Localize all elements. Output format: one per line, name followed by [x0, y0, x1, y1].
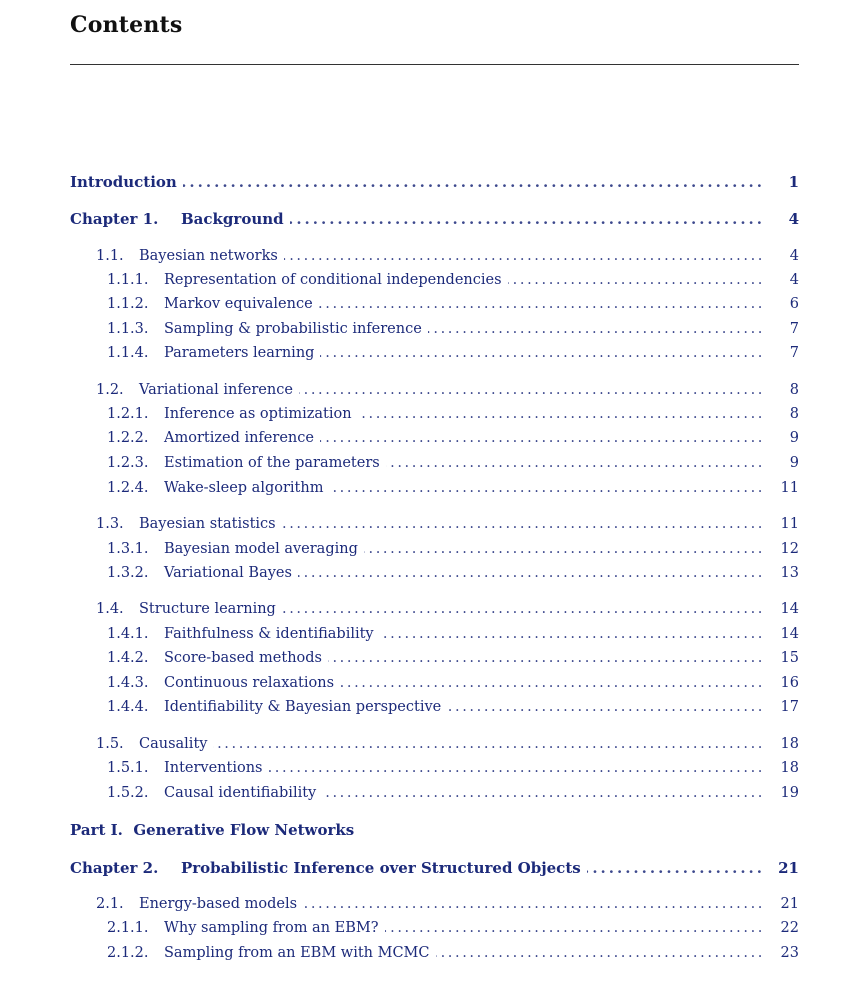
toc-page-number: 22	[780, 920, 799, 936]
toc-number: Chapter 2.	[70, 859, 159, 877]
toc-page-number: 12	[780, 541, 799, 557]
toc-label: Faithfulness & identifiability	[164, 626, 374, 642]
toc-entry-subsection[interactable]	[107, 695, 799, 719]
dot-leader	[284, 244, 765, 268]
toc-page-number: 9	[789, 430, 799, 446]
toc-entry-subsection[interactable]	[107, 476, 799, 500]
toc-number: 1.1.2.	[107, 296, 149, 312]
toc-label: Parameters learning	[164, 345, 315, 361]
dot-leader	[340, 671, 765, 695]
toc-label: Score-based methods	[164, 650, 322, 666]
toc-number: 1.2.3.	[107, 455, 149, 471]
toc-page-number: 4	[789, 272, 799, 288]
toc-number: 1.2.2.	[107, 430, 149, 446]
dot-leader	[282, 512, 765, 536]
toc-page-number: 21	[778, 859, 799, 877]
toc-entry-subsection[interactable]	[107, 622, 799, 646]
toc-page-number: 11	[780, 516, 799, 532]
dot-leader	[299, 378, 765, 402]
dot-leader	[328, 646, 765, 670]
toc-entry-subsection[interactable]	[107, 341, 799, 365]
toc-number: 1.5.	[96, 736, 124, 752]
toc-number: 1.4.1.	[107, 626, 149, 642]
toc-entry-subsection[interactable]	[107, 941, 799, 965]
toc-entry-subsection[interactable]	[107, 537, 799, 561]
dot-leader	[298, 561, 765, 585]
toc-number: 1.5.1.	[107, 760, 149, 776]
dot-leader	[428, 317, 765, 341]
toc-number: 2.1.2.	[107, 945, 149, 961]
toc-number: 1.4.	[96, 601, 124, 617]
toc-label: Estimation of the parameters	[164, 455, 380, 471]
toc-number: 1.1.3.	[107, 321, 149, 337]
toc-page-number: 7	[789, 321, 799, 337]
toc-entry-section[interactable]	[96, 378, 799, 402]
toc-entry-subsection[interactable]	[107, 916, 799, 940]
toc-entry-section[interactable]	[96, 597, 799, 621]
toc-label: Interventions	[164, 760, 263, 776]
dot-leader	[380, 622, 765, 646]
toc-page-number: 21	[780, 896, 799, 912]
toc-page-number: 7	[789, 345, 799, 361]
toc-page-number: 9	[789, 455, 799, 471]
toc-number: 1.5.2.	[107, 785, 149, 801]
toc-number: 1.1.1.	[107, 272, 149, 288]
toc-entry-subsection[interactable]	[107, 292, 799, 316]
toc-page-number: 19	[780, 785, 799, 801]
toc-number: 1.1.	[96, 248, 124, 264]
toc-label: Structure learning	[139, 601, 276, 617]
dot-leader	[213, 732, 765, 756]
dot-leader	[322, 781, 765, 805]
toc-page-number: 14	[780, 601, 799, 617]
dot-leader	[183, 170, 765, 194]
toc-label: Continuous relaxations	[164, 675, 335, 691]
toc-label: Background	[181, 210, 284, 228]
toc-label: Probabilistic Inference over Structured Objects	[181, 859, 581, 877]
toc-page-number: 13	[780, 565, 799, 581]
toc-label: Variational Bayes	[164, 565, 292, 581]
dot-leader	[320, 341, 765, 365]
toc-number: 1.2.	[96, 382, 124, 398]
toc-entry-subsection[interactable]	[107, 451, 799, 475]
toc-number: 1.2.4.	[107, 480, 149, 496]
toc-label: Sampling from an EBM with MCMC	[164, 945, 430, 961]
toc-entry-section[interactable]	[96, 892, 799, 916]
toc-label: Inference as optimization	[164, 406, 352, 422]
toc-entry-subsection[interactable]	[107, 268, 799, 292]
toc-page-number: 8	[789, 406, 799, 422]
dot-leader	[436, 941, 766, 965]
dot-leader	[320, 426, 765, 450]
toc-label: Energy-based models	[139, 896, 298, 912]
toc-number: 1.4.3.	[107, 675, 149, 691]
toc-label: Causality	[139, 736, 208, 752]
toc-number: 1.1.4.	[107, 345, 149, 361]
toc-number: 1.4.2.	[107, 650, 149, 666]
dot-leader	[587, 856, 765, 880]
toc-entry-subsection[interactable]	[107, 756, 799, 780]
toc-label: Identifiability & Bayesian perspective	[164, 699, 442, 715]
toc-label: Wake-sleep algorithm	[164, 480, 324, 496]
title-divider	[70, 64, 799, 65]
toc-entry-part-1[interactable]: Part I. Generative Flow Networks	[70, 821, 355, 839]
toc-page-number: 16	[780, 675, 799, 691]
toc-entry-section[interactable]	[96, 732, 799, 756]
toc-entry-subsection[interactable]	[107, 646, 799, 670]
dot-leader	[282, 597, 765, 621]
toc-number: 1.4.4.	[107, 699, 149, 715]
toc-page-number: 23	[780, 945, 799, 961]
toc-number: 1.3.2.	[107, 565, 149, 581]
toc-page-number: 4	[789, 248, 799, 264]
toc-page-number: 4	[788, 210, 799, 228]
toc-page-number: 8	[789, 382, 799, 398]
toc-entry-subsection[interactable]	[107, 426, 799, 450]
toc-label: Variational inference	[139, 382, 293, 398]
toc-page-number: 15	[780, 650, 799, 666]
toc-entry-introduction[interactable]	[70, 170, 799, 194]
toc-label: Bayesian statistics	[139, 516, 276, 532]
page-title: Contents	[70, 12, 183, 38]
toc-label: Why sampling from an EBM?	[164, 920, 379, 936]
toc-label: Markov equivalence	[164, 296, 313, 312]
toc-page-number: 17	[780, 699, 799, 715]
dot-leader	[358, 402, 765, 426]
toc-label: Amortized inference	[164, 430, 314, 446]
dot-leader	[508, 268, 765, 292]
toc-entry-chapter-2[interactable]	[70, 856, 799, 880]
toc-page-number: 18	[780, 736, 799, 752]
toc-entry-subsection[interactable]	[107, 781, 799, 805]
toc-page-number: 6	[789, 296, 799, 312]
dot-leader	[329, 476, 765, 500]
dot-leader	[385, 916, 765, 940]
toc-label: Sampling & probabilistic inference	[164, 321, 422, 337]
toc-label: Bayesian model averaging	[164, 541, 358, 557]
toc-entry-section[interactable]	[96, 244, 799, 268]
toc-page-number: 18	[780, 760, 799, 776]
toc-entry-subsection[interactable]	[107, 671, 799, 695]
dot-leader	[303, 892, 765, 916]
toc-page-number: 1	[788, 173, 799, 191]
dot-leader	[269, 756, 766, 780]
toc-entry-chapter-1[interactable]	[70, 207, 799, 231]
toc-number: Chapter 1.	[70, 210, 159, 228]
toc-label: Bayesian networks	[139, 248, 278, 264]
toc-page-number: 14	[780, 626, 799, 642]
toc-label: Representation of conditional independencies	[164, 272, 502, 288]
toc-entry-subsection[interactable]	[107, 317, 799, 341]
toc-page-number: 11	[780, 480, 799, 496]
toc-label: Causal identifiability	[164, 785, 317, 801]
toc-number: 1.3.1.	[107, 541, 149, 557]
toc-number: 2.1.	[96, 896, 124, 912]
dot-leader	[386, 451, 765, 475]
toc-entry-section[interactable]	[96, 512, 799, 536]
toc-number: 1.2.1.	[107, 406, 149, 422]
toc-entry-subsection[interactable]	[107, 561, 799, 585]
dot-leader	[290, 207, 765, 231]
toc-label: Introduction	[70, 173, 177, 191]
dot-leader	[364, 537, 765, 561]
toc-number: 1.3.	[96, 516, 124, 532]
dot-leader	[319, 292, 765, 316]
toc-number: 2.1.1.	[107, 920, 149, 936]
toc-entry-subsection[interactable]	[107, 402, 799, 426]
dot-leader	[447, 695, 765, 719]
